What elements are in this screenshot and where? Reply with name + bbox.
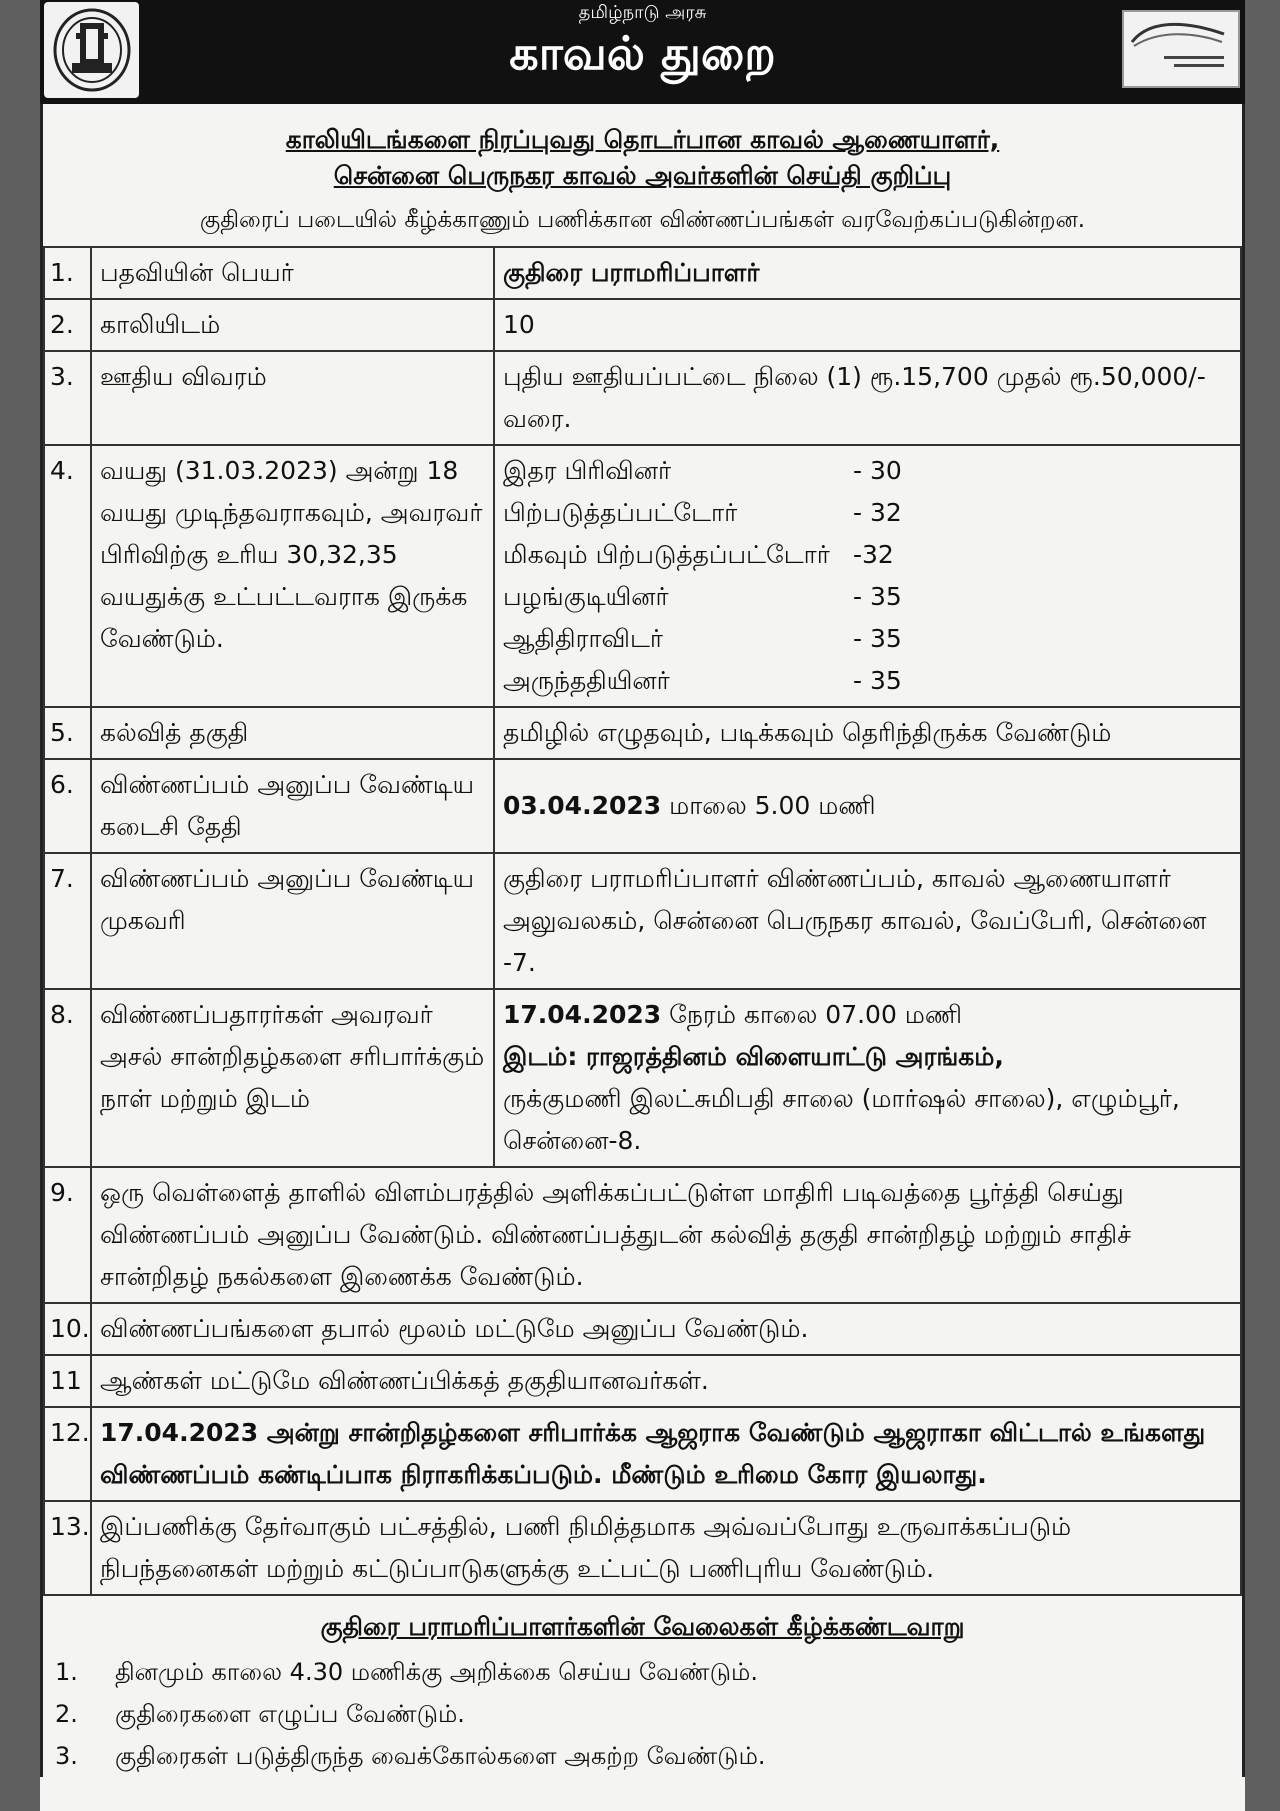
table-row bbox=[44, 1501, 1241, 1595]
item-text: குதிரைகள் படுத்திருந்த வைக்கோல்களை அகற்ற வேண்டும். bbox=[115, 1741, 766, 1770]
note-text: 17.04.2023 அன்று சான்றிதழ்களை சரிபார்க்க ஆஜராக வேண்டும் ஆஜராகா விட்டால் உங்களது விண்ணப்பம் கண்டிப்பாக நிராகரிக்கப்படும். மீண்டும் உரிமை கோர இயலாது. bbox=[91, 1407, 1241, 1501]
government-name: தமிழ்நாடு அரசு bbox=[578, 2, 707, 23]
details-table bbox=[43, 246, 1242, 1596]
deadline-date: 03.04.2023 bbox=[503, 790, 662, 820]
age-value: - 35 bbox=[853, 581, 902, 611]
row-value: புதிய ஊதியப்பட்டை நிலை (1) ரூ.15,700 முதல் ரூ.50,000/-வரை. bbox=[494, 351, 1241, 445]
table-row bbox=[44, 1407, 1241, 1501]
row-number: 9. bbox=[44, 1167, 91, 1303]
age-limit-item bbox=[503, 492, 1232, 534]
age-value: - 30 bbox=[853, 455, 902, 485]
row-label: விண்ணப்பம் அனுப்ப வேண்டிய முகவரி bbox=[91, 853, 494, 989]
table-row bbox=[44, 853, 1241, 989]
table-row bbox=[44, 1167, 1241, 1303]
row-number: 8. bbox=[44, 989, 91, 1167]
verification-time: நேரம் காலை 07.00 மணி bbox=[669, 999, 963, 1029]
age-category: பழங்குடியினர் bbox=[503, 581, 669, 611]
row-value: குதிரை பராமரிப்பாளர் bbox=[494, 247, 1241, 299]
row-label: கல்வித் தகுதி bbox=[91, 707, 494, 759]
note-text: இப்பணிக்கு தேர்வாகும் பட்சத்தில், பணி நிமித்தமாக அவ்வப்போது உருவாக்கப்படும் நிபந்தனைகள் மற்றும் கட்டுப்பாடுகளுக்கு உட்பட்டு பணிபுரிய வேண்டும். bbox=[91, 1501, 1241, 1595]
age-value: - 35 bbox=[853, 623, 902, 653]
row-number: 13. bbox=[44, 1501, 91, 1595]
notice-page bbox=[40, 0, 1245, 1811]
age-value: - 32 bbox=[853, 497, 902, 527]
row-label: பதவியின் பெயர் bbox=[91, 247, 494, 299]
age-limit-list bbox=[494, 445, 1241, 707]
notice-heading bbox=[43, 104, 1242, 195]
header-banner bbox=[40, 0, 1245, 104]
table-row bbox=[44, 445, 1241, 707]
row-value: 10 bbox=[494, 299, 1241, 351]
row-number: 12. bbox=[44, 1407, 91, 1501]
row-number: 7. bbox=[44, 853, 91, 989]
row-label: ஊதிய விவரம் bbox=[91, 351, 494, 445]
notice-content bbox=[40, 104, 1245, 1777]
table-row bbox=[44, 299, 1241, 351]
item-text: தினமும் காலை 4.30 மணிக்கு அறிக்கை செய்ய வேண்டும். bbox=[115, 1657, 758, 1686]
item-number: 2. bbox=[55, 1699, 78, 1728]
age-value: - 35 bbox=[853, 665, 902, 695]
row-number: 11 bbox=[44, 1355, 91, 1407]
heading-line-2: சென்னை பெருநகர காவல் அவர்களின் செய்தி குறிப்பு bbox=[333, 161, 952, 191]
duties-list bbox=[43, 1651, 1242, 1777]
row-value bbox=[494, 989, 1241, 1167]
deadline-time: மாலை 5.00 மணி bbox=[669, 790, 876, 820]
age-limit-item bbox=[503, 660, 1232, 702]
age-value: -32 bbox=[853, 539, 894, 569]
row-number: 4. bbox=[44, 445, 91, 707]
notice-intro: குதிரைப் படையில் கீழ்க்காணும் பணிக்கான விண்ணப்பங்கள் வரவேற்கப்படுகின்றன. bbox=[199, 206, 1086, 233]
table-row bbox=[44, 759, 1241, 853]
list-item bbox=[43, 1651, 1242, 1693]
age-limit-item bbox=[503, 576, 1232, 618]
table-row bbox=[44, 707, 1241, 759]
duties-heading: குதிரை பராமரிப்பாளர்களின் வேலைகள் கீழ்க்கண்டவாறு bbox=[320, 1611, 965, 1641]
verification-venue: இடம்: ராஜரத்தினம் விளையாட்டு அரங்கம், bbox=[503, 1041, 1004, 1071]
department-title: காவல் துறை bbox=[509, 26, 776, 80]
table-row bbox=[44, 351, 1241, 445]
police-logo-icon bbox=[1122, 10, 1240, 88]
age-category: மிகவும் பிற்படுத்தப்பட்டோர் bbox=[503, 539, 830, 569]
age-limit-item bbox=[503, 618, 1232, 660]
row-number: 3. bbox=[44, 351, 91, 445]
row-value bbox=[494, 759, 1241, 853]
age-category: பிற்படுத்தப்பட்டோர் bbox=[503, 497, 738, 527]
item-number: 1. bbox=[55, 1657, 78, 1686]
age-category: அருந்ததியினர் bbox=[503, 665, 670, 695]
note-text: ஒரு வெள்ளைத் தாளில் விளம்பரத்தில் அளிக்கப்பட்டுள்ள மாதிரி படிவத்தை பூர்த்தி செய்து விண்ணப்பம் அனுப்ப வேண்டும். விண்ணப்பத்துடன் கல்வித் தகுதி சான்றிதழ் மற்றும் சாதிச் சான்றிதழ் நகல்களை இணைக்க வேண்டும். bbox=[91, 1167, 1241, 1303]
row-label: விண்ணப்பம் அனுப்ப வேண்டிய கடைசி தேதி bbox=[91, 759, 494, 853]
list-item bbox=[43, 1693, 1242, 1735]
row-value: குதிரை பராமரிப்பாளர் விண்ணப்பம், காவல் ஆணையாளர் அலுவலகம், சென்னை பெருநகர காவல், வேப்பேரி, சென்னை -7. bbox=[494, 853, 1241, 989]
note-text: ஆண்கள் மட்டுமே விண்ணப்பிக்கத் தகுதியானவர்கள். bbox=[91, 1355, 1241, 1407]
table-row bbox=[44, 989, 1241, 1167]
age-category: ஆதிதிராவிடர் bbox=[503, 623, 663, 653]
row-value: தமிழில் எழுதவும், படிக்கவும் தெரிந்திருக்க வேண்டும் bbox=[494, 707, 1241, 759]
list-item bbox=[43, 1735, 1242, 1777]
table-row bbox=[44, 1355, 1241, 1407]
age-limit-item bbox=[503, 534, 1232, 576]
item-number: 3. bbox=[55, 1741, 78, 1770]
note-text: விண்ணப்பங்களை தபால் மூலம் மட்டுமே அனுப்ப வேண்டும். bbox=[91, 1303, 1241, 1355]
row-label: விண்ணப்பதாரர்கள் அவரவர் அசல் சான்றிதழ்களை சரிபார்க்கும் நாள் மற்றும் இடம் bbox=[91, 989, 494, 1167]
row-label: காலியிடம் bbox=[91, 299, 494, 351]
row-label: வயது (31.03.2023) அன்று 18 வயது முடிந்தவராகவும், அவரவர் பிரிவிற்கு உரிய 30,32,35 வயதுக்கு உட்பட்டவராக இருக்க வேண்டும். bbox=[91, 445, 494, 707]
heading-line-1: காலியிடங்களை நிரப்புவது தொடர்பான காவல் ஆணையாளர், bbox=[285, 125, 1000, 154]
row-number: 6. bbox=[44, 759, 91, 853]
table-row bbox=[44, 247, 1241, 299]
row-number: 1. bbox=[44, 247, 91, 299]
row-number: 5. bbox=[44, 707, 91, 759]
verification-address: ருக்குமணி இலட்சுமிபதி சாலை (மார்ஷல் சாலை), எழும்பூர், சென்னை-8. bbox=[503, 1083, 1180, 1155]
verification-date: 17.04.2023 bbox=[503, 999, 662, 1029]
table-row bbox=[44, 1303, 1241, 1355]
item-text: குதிரைகளை எழுப்ப வேண்டும். bbox=[115, 1699, 465, 1728]
row-number: 2. bbox=[44, 299, 91, 351]
row-number: 10. bbox=[44, 1303, 91, 1355]
age-category: இதர பிரிவினர் bbox=[503, 455, 672, 485]
age-limit-item bbox=[503, 450, 1232, 492]
